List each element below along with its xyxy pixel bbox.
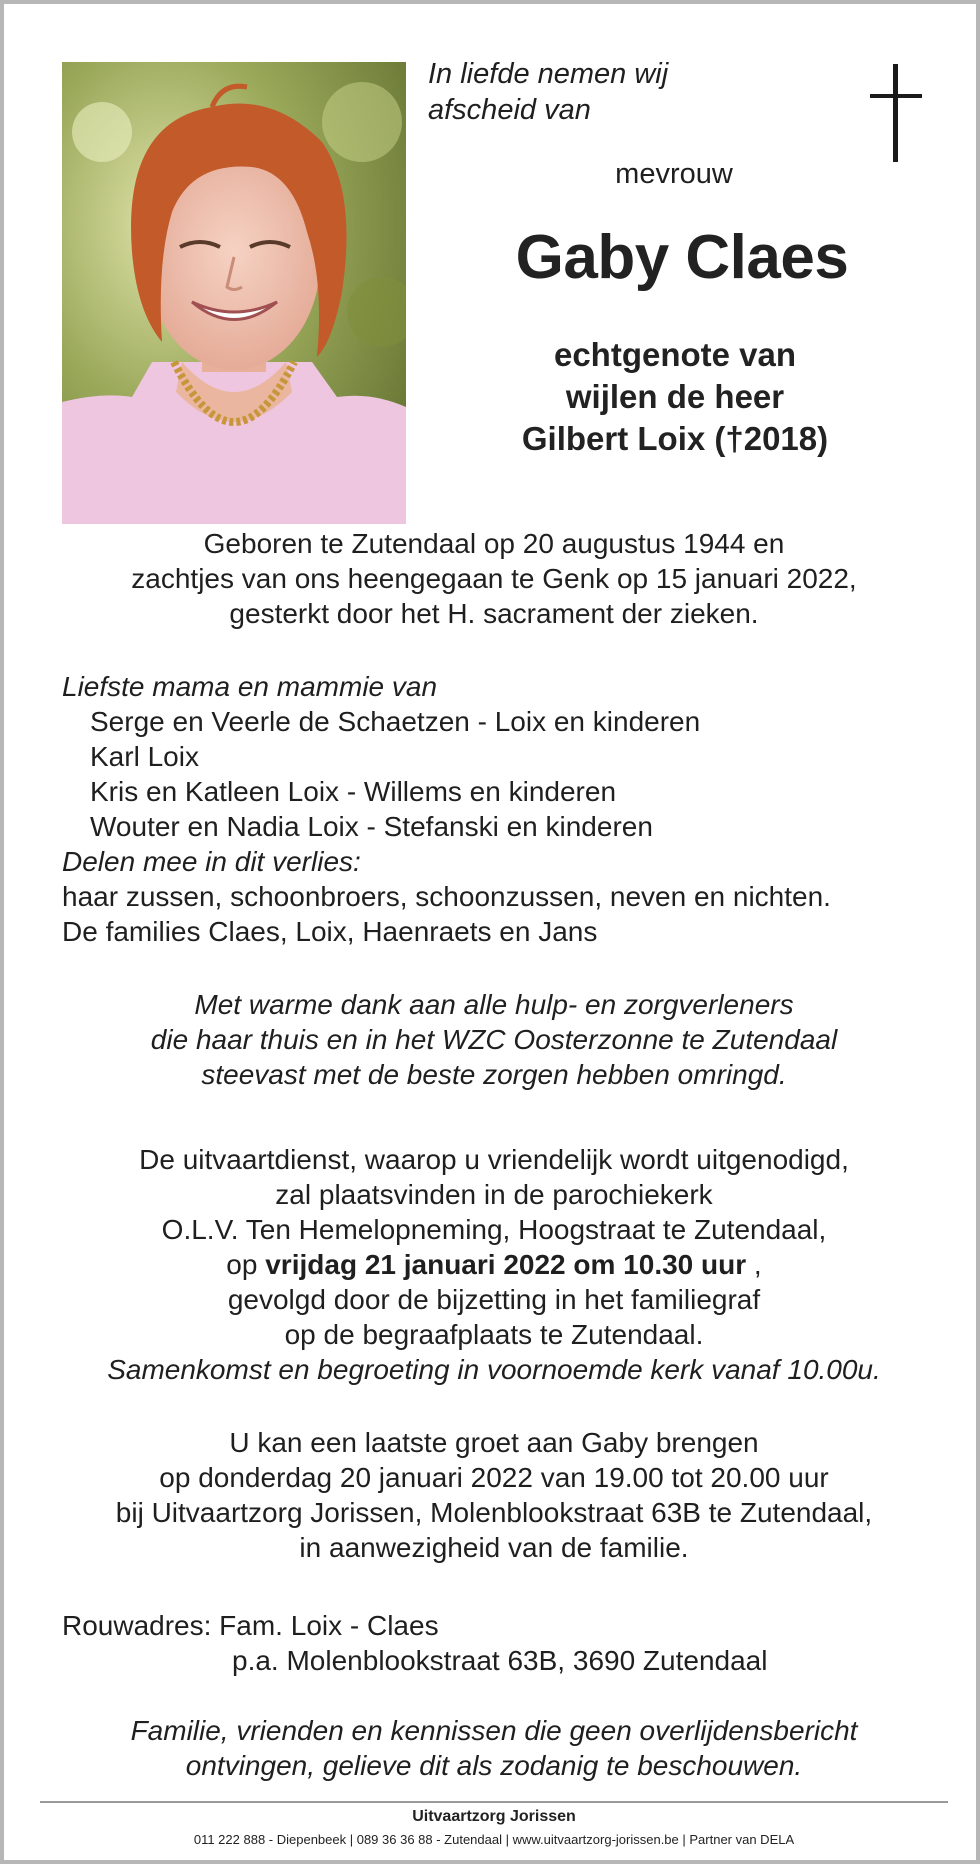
service-date-prefix: op	[226, 1249, 266, 1280]
service-line: gevolgd door de bijzetting in het familiegraf	[227, 1284, 761, 1315]
relatives-line: De families Claes, Loix, Haenraets en Jans	[62, 916, 598, 947]
service-line: De uitvaartdienst, waarop u vriendelijk wordt uitgenodigd,	[139, 1144, 849, 1175]
child-line: Serge en Veerle de Schaetzen - Loix en kinderen	[90, 706, 701, 737]
spouse-line: Gilbert Loix (†2018)	[521, 420, 829, 457]
address-line-1: Rouwadres: Fam. Loix - Claes	[62, 1610, 439, 1641]
family-section	[4, 669, 980, 949]
address-line-2: p.a. Molenblookstraat 63B, 3690 Zutendaal	[232, 1645, 768, 1676]
intro-text	[428, 56, 668, 128]
portrait-illustration	[62, 62, 406, 524]
birth-line: zachtjes van ons heengegaan te Genk op 15 januari 2022,	[131, 563, 857, 594]
cross-icon	[866, 64, 926, 164]
funeral-service-info	[4, 1142, 980, 1387]
visit-line: op donderdag 20 januari 2022 van 19.00 tot 20.00 uur	[159, 1462, 829, 1493]
birth-death-info	[4, 526, 980, 631]
visit-line: bij Uitvaartzorg Jorissen, Molenblookstraat 63B te Zutendaal,	[115, 1497, 873, 1528]
spouse-info	[444, 334, 906, 460]
service-line: op de begraafplaats te Zutendaal.	[284, 1319, 704, 1350]
thanks-line: die haar thuis en in het WZC Oosterzonne te Zutendaal	[150, 1024, 838, 1055]
thanks-line: Met warme dank aan alle hulp- en zorgverleners	[194, 989, 794, 1020]
portrait-photo	[62, 62, 406, 524]
thanks-line: steevast met de beste zorgen hebben omringd.	[201, 1059, 787, 1090]
relatives-line: haar zussen, schoonbroers, schoonzussen, neven en nichten.	[62, 881, 831, 912]
visit-line: U kan een laatste groet aan Gaby brengen	[229, 1427, 759, 1458]
birth-line: gesterkt door het H. sacrament der zieken.	[229, 598, 759, 629]
footer-contact-info: 011 222 888 - Diepenbeek | 089 36 36 88 - Zutendaal | www.uitvaartzorg-jorissen.be | Partner van DELA	[193, 1832, 795, 1847]
family-heading: Liefste mama en mammie van	[62, 671, 438, 702]
closing-line: Familie, vrienden en kennissen die geen overlijdensbericht	[130, 1715, 858, 1746]
footer-company: Uitvaartzorg Jorissen	[412, 1808, 576, 1825]
closing-note	[4, 1713, 980, 1783]
service-line: zal plaatsvinden in de parochiekerk	[275, 1179, 713, 1210]
share-heading: Delen mee in dit verlies:	[62, 846, 361, 877]
closing-line: ontvingen, gelieve dit als zodanig te beschouwen.	[185, 1750, 803, 1781]
gathering-line: Samenkomst en begroeting in voornoemde kerk vanaf 10.00u.	[107, 1354, 881, 1385]
child-line: Kris en Katleen Loix - Willems en kinderen	[90, 776, 617, 807]
intro-line: afscheid van	[428, 94, 591, 126]
honorific: mevrouw	[615, 158, 733, 190]
service-date: vrijdag 21 januari 2022 om 10.30 uur	[265, 1249, 747, 1280]
visit-line: in aanwezigheid van de familie.	[299, 1532, 689, 1563]
mourning-address	[4, 1608, 980, 1678]
visitation-info	[4, 1425, 980, 1565]
child-line: Karl Loix	[90, 741, 199, 772]
thanks-message	[4, 987, 980, 1092]
service-line: O.L.V. Ten Hemelopneming, Hoogstraat te Zutendaal,	[161, 1214, 827, 1245]
deceased-name: Gaby Claes	[515, 223, 849, 292]
intro-line: In liefde nemen wij	[428, 58, 669, 90]
service-date-line	[4, 1247, 980, 1282]
child-line: Wouter en Nadia Loix - Stefanski en kinderen	[90, 811, 653, 842]
spouse-line: wijlen de heer	[565, 378, 785, 415]
birth-line: Geboren te Zutendaal op 20 augustus 1944 en	[203, 528, 785, 559]
service-date-suffix: ,	[746, 1249, 762, 1280]
footer-divider	[40, 1801, 948, 1803]
spouse-line: echtgenote van	[553, 336, 797, 373]
